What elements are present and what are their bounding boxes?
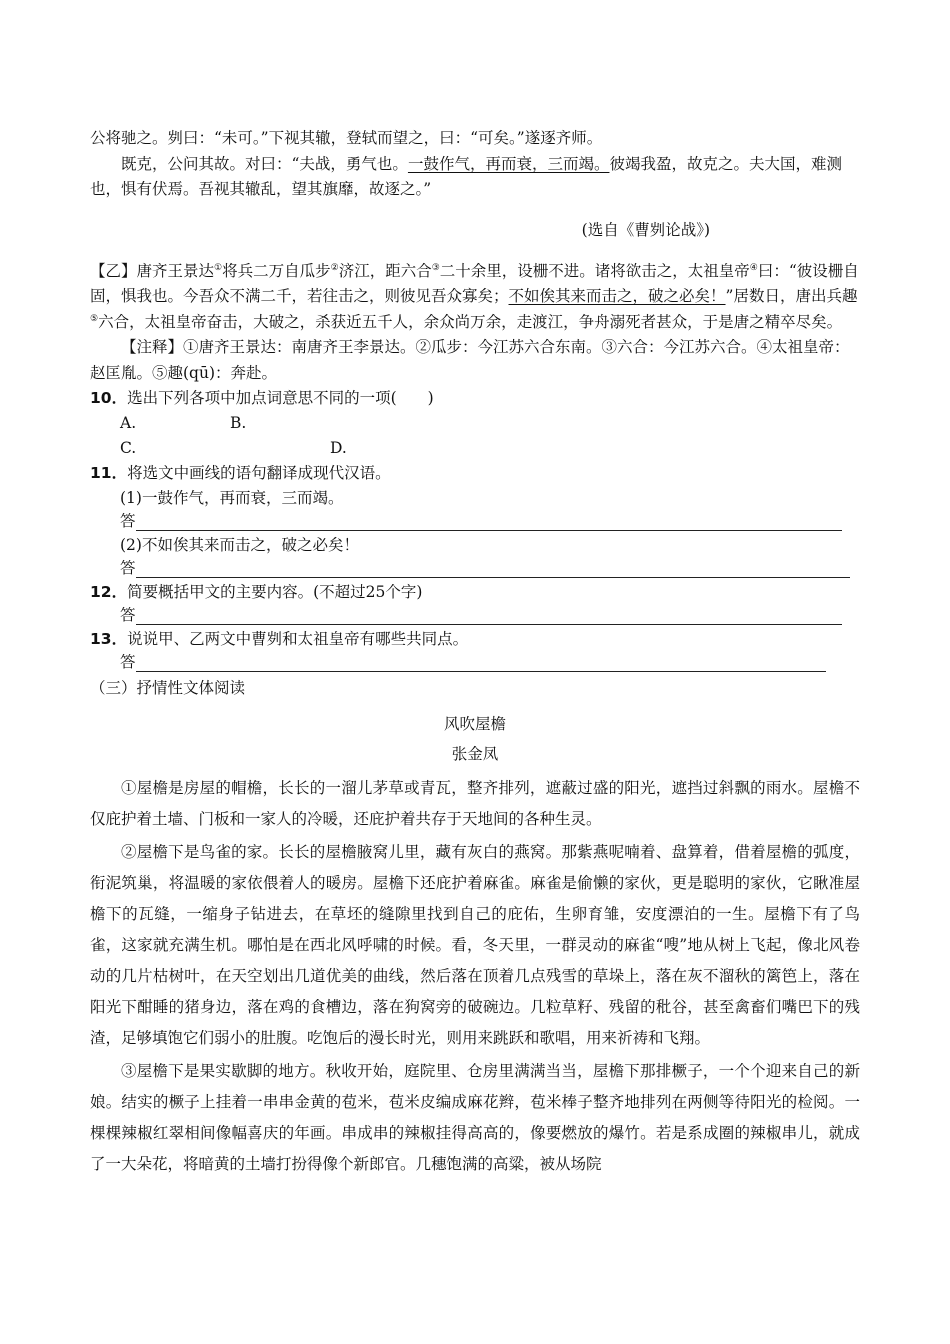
option-b[interactable]: B. [230, 414, 247, 432]
section-heading: （三）抒情性文体阅读 [90, 679, 246, 697]
question-11-sub-1: (1)一鼓作气，再而衰，三而竭。 [120, 489, 344, 507]
question-10 [90, 386, 860, 411]
jia-line-1: 公将驰之。刿曰：“未可。”下视其辙，登轼而望之，曰：“可矣。”遂逐齐师。 [90, 129, 603, 147]
question-text: 选出下列各项中加点词意思不同的一项( ) [127, 389, 434, 407]
question-11-sub-2: (2)不如俟其来而击之，破之必矣！ [120, 536, 359, 554]
yi-underlined-sentence: 不如俟其来而击之，破之必矣！ [508, 287, 726, 305]
answer-line-13[interactable] [90, 652, 860, 674]
answer-line-11-2[interactable] [90, 558, 860, 580]
option-c[interactable]: C. [120, 439, 137, 457]
yi-text: 曰：“彼设栅自固，惧我也。今吾众不满二千，若往击之，则彼见吾众寡矣； [90, 261, 859, 305]
yi-notes: 【注释】①唐齐王景达：南唐齐王李景达。②瓜步：今江苏六合东南。③六合：今江苏六合。④太祖皇帝：赵匡胤。⑤趣(qū)：奔赴。 [90, 338, 850, 382]
essay-paragraph-3: ③屋檐下是果实歇脚的地方。秋收开始，庭院里、仓房里满满当当，屋檐下那排橛子，一个个迎来自己的新娘。结实的橛子上挂着一串串金黄的苞米，苞米皮编成麻花辫，苞米棒子整齐地排列在两侧等待阳光的检阅。一棵棵辣椒红翠相间像幅喜庆的年画。串成串的辣椒挂得高高的，像要燃放的爆竹。若是系成圈的辣椒串儿，就成了一大朵花，将暗黄的土墙打扮得像个新郎官。几穗饱满的高粱，被从场院 [90, 1062, 860, 1173]
question-number: 10． [90, 389, 128, 407]
yi-text: 济江，距六合 [338, 261, 432, 280]
question-text: 说说甲、乙两文中曹刿和太祖皇帝有哪些共同点。 [127, 630, 469, 648]
yi-text: 将兵二万自瓜步 [222, 261, 331, 280]
question-text: 简要概括甲文的主要内容。(不超过25个字) [127, 583, 423, 601]
option-d[interactable]: D. [330, 439, 347, 457]
answer-line-12[interactable] [90, 605, 860, 627]
note-ref: ⑤ [90, 313, 99, 324]
answer-underline [136, 530, 842, 531]
note-ref: ③ [431, 262, 440, 273]
answer-underline [136, 624, 842, 625]
question-13 [90, 627, 860, 652]
answer-label: 答 [120, 559, 136, 577]
jia-paragraph-2 [90, 152, 860, 203]
essay-paragraph-1: ①屋檐是房屋的帽檐，长长的一溜儿茅草或青瓦，整齐排列，遮蔽过盛的阳光，遮挡过斜飘的雨水。屋檐不仅庇护着土墙、门板和一家人的冷暖，还庇护着共存于天地间的各种生灵。 [90, 779, 860, 828]
answer-label: 答 [120, 606, 136, 624]
yi-text: 二十余里，设栅不进。诸将欲击之，太祖皇帝 [439, 261, 750, 280]
essay-paragraph-2: ②屋檐下是鸟雀的家。长长的屋檐腋窝儿里，藏有灰白的燕窝。那紫燕呢喃着、盘算着，借着屋檐的弧度，衔泥筑巢，将温暖的家依偎着人的暖房。屋檐下还庇护着麻雀。麻雀是偷懒的家伙，更是聪明的家伙，它瞅准屋檐下的瓦缝，一缩身子钻进去，在草坯的缝隙里找到自己的庇佑，生卵育雏，安度漂泊的一生。屋檐下有了鸟雀，这家就充满生机。哪怕是在西北风呼啸的时候。看，冬天里，一群灵动的麻雀“嗖”地从树上飞起，像北风卷动的几片枯树叶，在天空划出几道优美的曲线，然后落在顶着几点残雪的草垛上，落在灰不溜秋的篱笆上，落在阳光下酣睡的猪身边，落在鸡的食槽边，落在狗窝旁的破碗边。几粒草籽、残留的秕谷，甚至禽畜们嘴巴下的残渣，足够填饱它们弱小的肚腹。吃饱后的漫长时光，则用来跳跃和歌唱，用来祈祷和飞翔。 [90, 843, 860, 1047]
question-11 [90, 461, 860, 486]
option-a[interactable]: A. [120, 414, 137, 432]
jia-underlined-sentence: 一鼓作气，再而衰，三而竭。 [407, 154, 610, 173]
question-number: 11． [90, 464, 128, 482]
yi-text: ”居数日，唐出兵趣 [725, 287, 858, 305]
question-text: 将选文中画线的语句翻译成现代汉语。 [127, 464, 391, 482]
note-ref: ② [330, 262, 339, 273]
question-12 [90, 580, 860, 605]
answer-line-11-1[interactable] [90, 511, 860, 533]
note-ref: ④ [749, 262, 758, 273]
answer-label: 答 [120, 653, 136, 671]
yi-passage [90, 259, 860, 336]
answer-label: 答 [120, 512, 136, 530]
jia-source: (选自《曹刿论战》) [581, 221, 710, 239]
yi-text: 【乙】唐齐王景达 [90, 261, 215, 280]
options-row-2 [90, 436, 860, 461]
answer-underline [136, 671, 826, 672]
essay-title: 风吹屋檐 [443, 715, 506, 733]
answer-underline [136, 577, 850, 578]
document-page [90, 126, 860, 1182]
question-number: 13． [90, 630, 128, 648]
jia-p2-text-a: 既克，公问其故。对曰：“夫战，勇气也。 [121, 154, 408, 173]
jia-p2-text-b: 彼竭我盈，故克之。夫大国，难测也，惧有伏焉。吾视其辙乱，望其旗靡，故逐之。” [90, 154, 842, 198]
yi-text: 六合，太祖皇帝奋击，大破之，杀获近五千人，余众尚万余，走渡江，争舟溺死者甚众，于是唐之精卒尽矣。 [98, 312, 843, 331]
note-ref: ① [214, 262, 223, 273]
options-row-1 [90, 411, 860, 436]
essay-author: 张金凤 [451, 745, 499, 763]
question-number: 12． [90, 583, 128, 601]
